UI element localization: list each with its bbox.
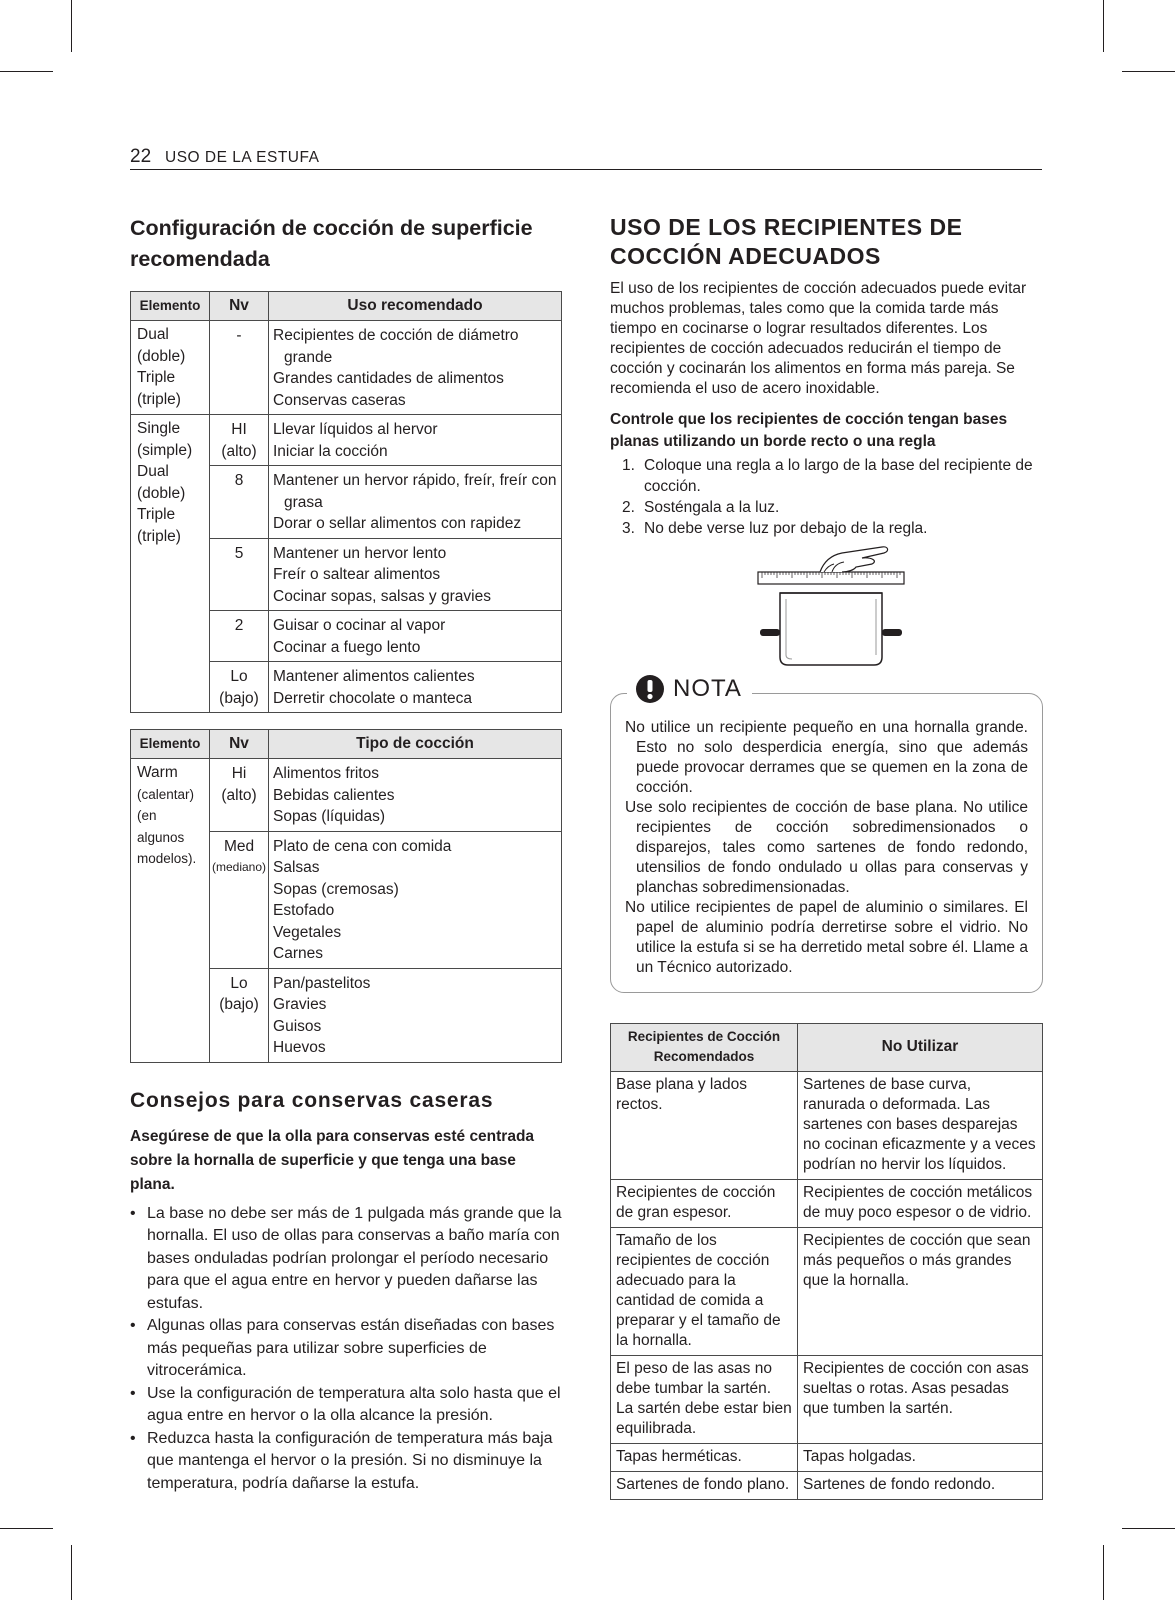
do-not-use-cell: Recipientes de cocción con asas sueltas o rotas. Asas pesadas que tumben la sartén. [798, 1356, 1043, 1444]
recommended-cell: Sartenes de fondo plano. [611, 1472, 798, 1500]
do-not-use-cell: Tapas holgadas. [798, 1444, 1043, 1472]
level-line: (alto) [221, 786, 257, 804]
use-item: Carnes [273, 945, 323, 962]
step-item [610, 455, 1043, 497]
note-item: Use solo recipientes de cocción de base plana. No utilice recipientes de cocción sobredimensionados o disparejos, tales como sartenes de fondo redondo, utensilios de fondo ondulado u ollas para conservas y planchas sobredimensionadas. [625, 799, 1028, 896]
use-list [273, 543, 557, 608]
level-line: (alto) [221, 442, 257, 460]
header-element: Elemento [131, 730, 210, 759]
element-line: (doble) [137, 347, 186, 365]
canning-tip-text: Use la configuración de temperatura alta solo hasta que el agua entre en hervor o la olla alcance la presión. [147, 1384, 561, 1424]
level-line: (bajo) [219, 996, 259, 1013]
note-item: No utilice un recipiente pequeño en una hornalla grande. Esto no solo desperdicia energía, sino que además puede provocar derrames que se quemen en la zona de cocción. [625, 719, 1028, 796]
crop-mark [71, 0, 72, 52]
use-item: Pan/pastelitos [273, 974, 371, 992]
canning-tips-title: Consejos para conservas caseras [130, 1088, 494, 1112]
use-list [273, 763, 557, 828]
do-not-use-cell: Sartenes de fondo redondo. [798, 1472, 1043, 1500]
flatness-check-steps [610, 455, 1043, 539]
use-cell [269, 415, 562, 466]
use-item: Sopas (cremosas) [273, 880, 399, 898]
ruler-pot-drawing [610, 545, 1043, 675]
element-line: (calentar) [137, 786, 195, 802]
recommended-cell: Tamaño de los recipientes de cocción adecuado para la cantidad de comida a preparar y el tamaño de la hornalla. [611, 1228, 798, 1356]
step-number: 2. [622, 499, 635, 516]
cookware-title: USO DE LOS RECIPIENTES DE COCCIÓN ADECUADOS [610, 214, 963, 269]
use-item: Grandes cantidades de alimentos [273, 370, 504, 387]
step-text: No debe verse luz por debajo de la regla. [644, 520, 928, 537]
header-level: Nv [210, 730, 269, 759]
bullet: • [130, 1384, 136, 1402]
flatness-check-subhead: Controle que los recipientes de cocción tengan bases planas utilizando un borde recto o una regla [610, 411, 1008, 450]
note-list [625, 718, 1028, 978]
do-not-use-cell: Recipientes de cocción que sean más pequeños o más grandes que la hornalla. [798, 1228, 1043, 1356]
table-row [611, 1356, 1043, 1444]
level-line: Lo [230, 974, 248, 992]
crop-mark [1103, 1545, 1104, 1600]
element-line: (en [137, 808, 157, 823]
bullet: • [130, 1317, 136, 1334]
element-line: Triple [137, 506, 176, 523]
canning-tip-text: La base no debe ser más de 1 pulgada más grande que la hornalla. El uso de ollas para conservas a baño maría con bases onduladas podrían prolongar el período necesario para que el agua entre en hervor y pueden dañarse las estufas. [147, 1204, 562, 1312]
exclamation-icon [635, 674, 665, 704]
page-number: 22 [130, 146, 152, 167]
level-cell [210, 611, 269, 662]
use-item: Mantener alimentos calientes [273, 668, 475, 685]
level-cell [210, 662, 269, 713]
use-item: Mantener un hervor rápido, freír, freír con grasa [273, 472, 557, 511]
element-cell [131, 759, 210, 1063]
note-title: NOTA [673, 675, 742, 702]
use-item: Cocinar sopas, salsas y gravies [273, 587, 491, 605]
cookware-intro: El uso de los recipientes de cocción adecuados puede evitar muchos problemas, tales como que la comida tarde más tiempo en cocinarse o lograr resultados diferentes. Los recipientes de cocción adecuados reducirán el tiempo de cocción y cocinarán los alimentos en forma más pareja. Se recomienda el uso de acero inoxidable. [610, 280, 1027, 397]
level-cell [210, 415, 269, 466]
use-cell [269, 662, 562, 713]
bullet: • [130, 1204, 136, 1222]
level-cell [210, 831, 269, 968]
step-item [610, 497, 1043, 518]
use-item: Plato de cena con comida [273, 837, 452, 855]
page-header [130, 148, 1042, 170]
element-line: Triple [137, 369, 176, 386]
canning-tip [130, 1428, 562, 1496]
element-cell [131, 321, 210, 415]
bullet: • [130, 1429, 136, 1447]
element-line: algunos [137, 829, 185, 845]
level-cell [210, 538, 269, 611]
use-item: Vegetales [273, 923, 342, 941]
header-cooking-type: Tipo de cocción [269, 730, 562, 759]
level-line: (bajo) [219, 689, 259, 707]
header-do-not-use: No Utilizar [798, 1024, 1043, 1072]
use-cell [269, 611, 562, 662]
table-row [131, 321, 562, 415]
table-row [611, 1180, 1043, 1228]
use-cell [269, 968, 562, 1062]
header-use: Uso recomendado [269, 292, 562, 321]
recommended-settings-table [130, 291, 562, 713]
use-cell [269, 466, 562, 539]
header-element: Elemento [131, 292, 210, 321]
element-line: (simple) [137, 441, 193, 459]
use-list [273, 470, 557, 535]
level-line: HI [231, 421, 247, 438]
recommended-cell: El peso de las asas no debe tumbar la sartén. La sartén debe estar bien equilibrada. [611, 1356, 798, 1444]
surface-settings-title: Configuración de cocción de superficie recomendada [130, 216, 533, 271]
crop-mark [0, 1528, 53, 1529]
step-text: Sosténgala a la luz. [644, 499, 780, 516]
table-row [131, 415, 562, 466]
level-line: 5 [234, 544, 244, 562]
step-number: 3. [622, 520, 635, 537]
use-item: Guisar o cocinar al vapor [273, 617, 446, 634]
level-line: Med [223, 837, 255, 855]
element-line: Warm [137, 764, 178, 781]
note-box [610, 675, 1043, 993]
canning-tips-lead: Asegúrese de que la olla para conservas esté centrada sobre la hornalla de superficie y que tenga una base plana. [130, 1127, 535, 1193]
table-row [611, 1072, 1043, 1180]
use-item: Freír o saltear alimentos [273, 566, 441, 583]
use-item: Guisos [273, 1017, 322, 1035]
element-line: (doble) [137, 484, 186, 502]
use-item: Recipientes de cocción de diámetro grande [273, 327, 519, 366]
level-cell [210, 466, 269, 539]
level-cell [210, 321, 269, 415]
use-list [273, 666, 557, 709]
table-header-row [611, 1024, 1043, 1072]
level-line: Lo [230, 668, 248, 685]
page-section-title: USO DE LA ESTUFA [165, 149, 320, 166]
canning-tip-text: Reduzca hasta la configuración de temperatura más baja que mantenga el hervor o la presión. Si no disminuye la temperatura, podría dañarse la estufa. [147, 1429, 553, 1492]
element-line: Dual [137, 463, 169, 480]
canning-tip-text: Algunas ollas para conservas están diseñadas con bases más pequeñas para utilizar sobre superficies de vitrocerámica. [147, 1317, 555, 1379]
canning-tip [130, 1203, 562, 1316]
table-row [611, 1228, 1043, 1356]
level-line: Hi [231, 765, 247, 782]
use-list [273, 836, 557, 965]
use-item: Gravies [273, 996, 327, 1013]
use-item: Iniciar la cocción [273, 442, 388, 460]
table-row [611, 1444, 1043, 1472]
step-number: 1. [622, 457, 635, 474]
use-list [273, 973, 557, 1059]
use-item: Alimentos fritos [273, 765, 379, 782]
use-item: Mantener un hervor lento [273, 544, 447, 562]
canning-tip [130, 1383, 562, 1428]
level-line: (mediano) [212, 860, 267, 874]
use-cell [269, 321, 562, 415]
left-column [130, 213, 562, 1495]
note-header [627, 674, 752, 704]
crop-mark [71, 1545, 72, 1600]
cookware-comparison-table [610, 1023, 1043, 1500]
recommended-cell: Tapas herméticas. [611, 1444, 798, 1472]
level-cell [210, 968, 269, 1062]
table-header-row [131, 292, 562, 321]
element-line: (triple) [137, 527, 181, 545]
use-item: Dorar o sellar alimentos con rapidez [273, 515, 522, 532]
canning-tips-list [130, 1203, 562, 1496]
use-list [273, 325, 557, 411]
level-line: - [236, 327, 242, 344]
use-item: Bebidas calientes [273, 786, 395, 804]
use-item: Cocinar a fuego lento [273, 638, 421, 656]
header-level: Nv [210, 292, 269, 321]
table-row [131, 759, 562, 832]
use-item: Conservas caseras [273, 391, 406, 409]
element-line: Single [137, 420, 181, 437]
right-column [610, 213, 1043, 1500]
level-cell [210, 759, 269, 832]
use-item: Sopas (líquidas) [273, 808, 386, 825]
use-item: Huevos [273, 1039, 326, 1056]
crop-mark [1122, 1528, 1175, 1529]
canning-tip [130, 1315, 562, 1383]
table-header-row [131, 730, 562, 759]
use-item: Salsas [273, 859, 320, 876]
table-row [611, 1472, 1043, 1500]
use-cell [269, 759, 562, 832]
ruler-pot-illustration [610, 545, 1043, 675]
element-line: Dual [137, 326, 169, 343]
recommended-cell: Recipientes de cocción de gran espesor. [611, 1180, 798, 1228]
element-line: (triple) [137, 390, 181, 408]
recommended-cell: Base plana y lados rectos. [611, 1072, 798, 1180]
use-item: Derretir chocolate o manteca [273, 689, 473, 707]
do-not-use-cell: Sartenes de base curva, ranurada o deformada. Las sartenes con bases desparejas no cocinan eficazmente y a veces podrían no hervir los líquidos. [798, 1072, 1043, 1180]
warm-settings-table [130, 729, 562, 1063]
use-cell [269, 538, 562, 611]
level-line: 8 [234, 472, 244, 489]
use-item: Estofado [273, 902, 335, 919]
level-line: 2 [234, 617, 244, 634]
step-item [610, 518, 1043, 539]
use-item: Llevar líquidos al hervor [273, 421, 438, 438]
use-list [273, 419, 557, 462]
element-line: modelos). [137, 851, 197, 866]
element-cell [131, 415, 210, 713]
note-item: No utilice recipientes de papel de aluminio o similares. El papel de aluminio podría derretirse sobre el vidrio. No utilice la estufa si se ha derretido metal sobre él. Llame a un Técnico autorizado. [625, 899, 1028, 976]
header-recommended: Recipientes de Cocción Recomendados [611, 1024, 798, 1072]
step-text: Coloque una regla a lo largo de la base del recipiente de cocción. [644, 457, 1033, 495]
use-cell [269, 831, 562, 968]
do-not-use-cell: Recipientes de cocción metálicos de muy poco espesor o de vidrio. [798, 1180, 1043, 1228]
crop-mark [0, 71, 53, 72]
crop-mark [1103, 0, 1104, 52]
use-list [273, 615, 557, 658]
crop-mark [1122, 71, 1175, 72]
